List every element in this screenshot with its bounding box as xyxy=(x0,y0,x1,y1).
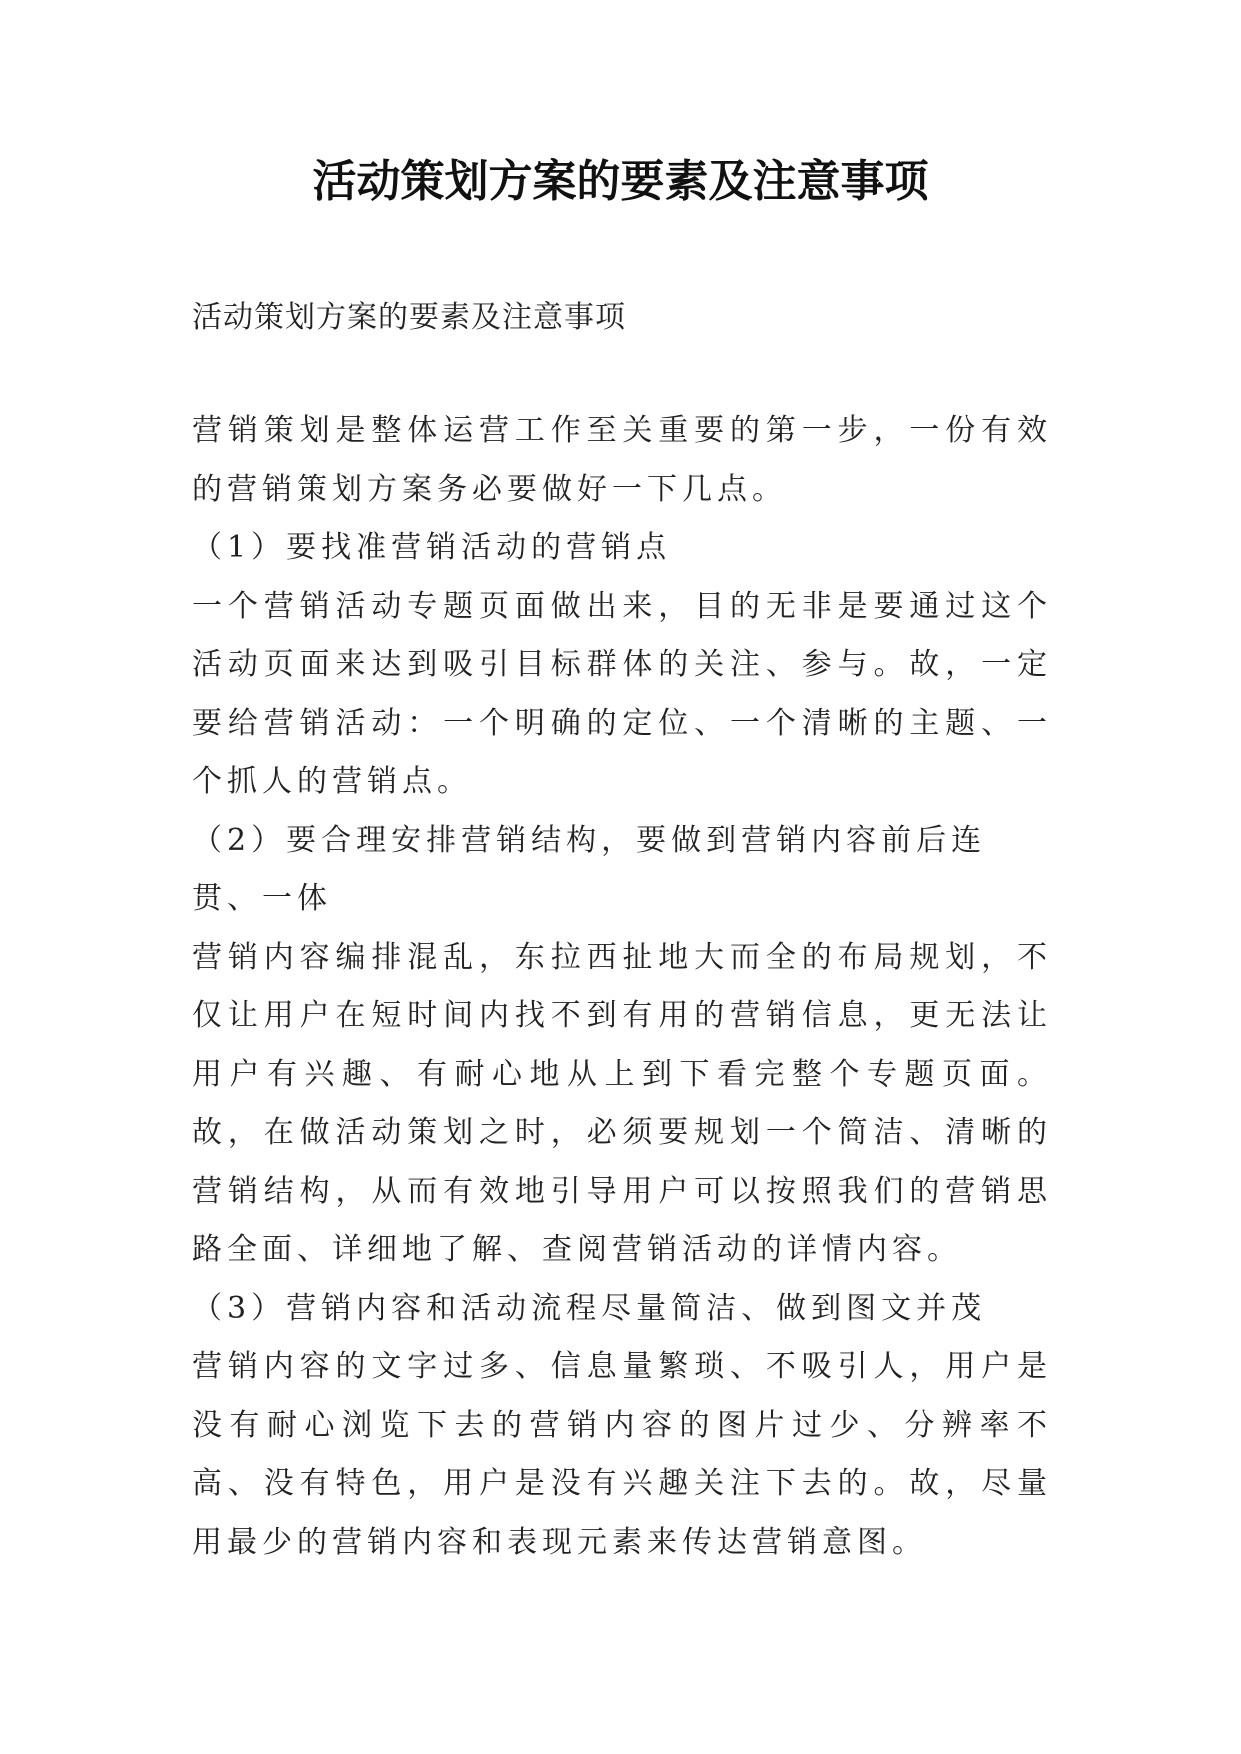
section-heading-2: （2）要合理安排营销结构，要做到营销内容前后连贯、一体 xyxy=(192,822,987,916)
paragraph-intro: 营销策划是整体运营工作至关重要的第一步，一份有效的营销策划方案务必要做好一下几点。 xyxy=(192,413,1052,507)
document-subtitle: 活动策划方案的要素及注意事项 xyxy=(192,300,626,335)
document-body xyxy=(192,402,1052,1572)
paragraph-section-1: 一个营销活动专题页面做出来，目的无非是要通过这个活动页面来达到吸引目标群体的关注、参与。故，一定要给营销活动：一个明确的定位、一个清晰的主题、一个抓人的营销点。 xyxy=(192,588,1052,799)
section-heading-1: （1）要找准营销活动的营销点 xyxy=(192,530,672,565)
paragraph-section-2: 营销内容编排混乱，东拉西扯地大而全的布局规划，不仅让用户在短时间内找不到有用的营销信息，更无法让用户有兴趣、有耐心地从上到下看完整个专题页面。故，在做活动策划之时，必须要规划一个简洁、清晰的营销结构，从而有效地引导用户可以按照我们的营销思路全面、详细地了解、查阅营销活动的详情内容。 xyxy=(192,939,1052,1267)
section-heading-3: （3）营销内容和活动流程尽量简洁、做到图文并茂 xyxy=(192,1290,987,1326)
paragraph-section-3: 营销内容的文字过多、信息量繁琐、不吸引人，用户是没有耐心浏览下去的营销内容的图片过少、分辨率不高、没有特色，用户是没有兴趣关注下去的。故，尽量用最少的营销内容和表现元素来传达营销意图。 xyxy=(192,1349,1052,1560)
document-title: 活动策划方案的要素及注意事项 xyxy=(312,156,929,207)
